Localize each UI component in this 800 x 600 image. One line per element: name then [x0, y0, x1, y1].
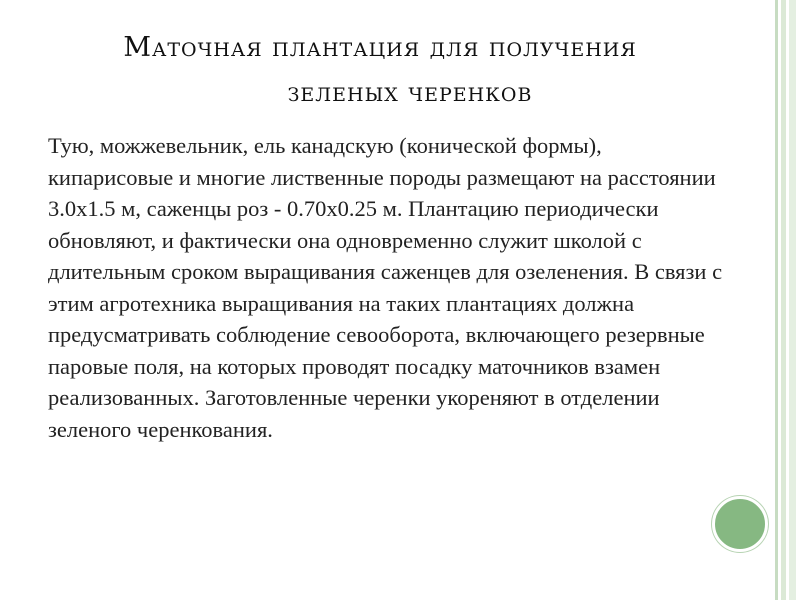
- decorative-stripe: [781, 0, 786, 600]
- decorative-stripe: [789, 0, 796, 600]
- slide-title-line-1: Маточная плантация для получения: [123, 32, 637, 63]
- slide-title: [40, 26, 720, 115]
- slide-title-line-2: зеленых черенков: [287, 76, 533, 108]
- decorative-green-circle-icon: [712, 496, 768, 552]
- decorative-right-stripes: [762, 0, 800, 600]
- slide-body-text: Тую, можжевельник, ель канадскую (конической формы), кипарисовые и многие лиственные породы размещают на расстоянии 3.0х1.5 м, саженцы роз - 0.70х0.25 м. Плантацию периодически обновляют, и фактически она одновременно служит школой с длительным сроком выращивания саженцев для озеленения. В связи с этим агротехника выращивания на таких плантациях должна предусматривать соблюдение севооборота, включающего резервные паровые поля, на которых проводят посадку маточников взамен реализованных. Заготовленные черенки укореняют в отделении зеленого черенкования.: [48, 133, 723, 442]
- decorative-stripe: [775, 0, 778, 600]
